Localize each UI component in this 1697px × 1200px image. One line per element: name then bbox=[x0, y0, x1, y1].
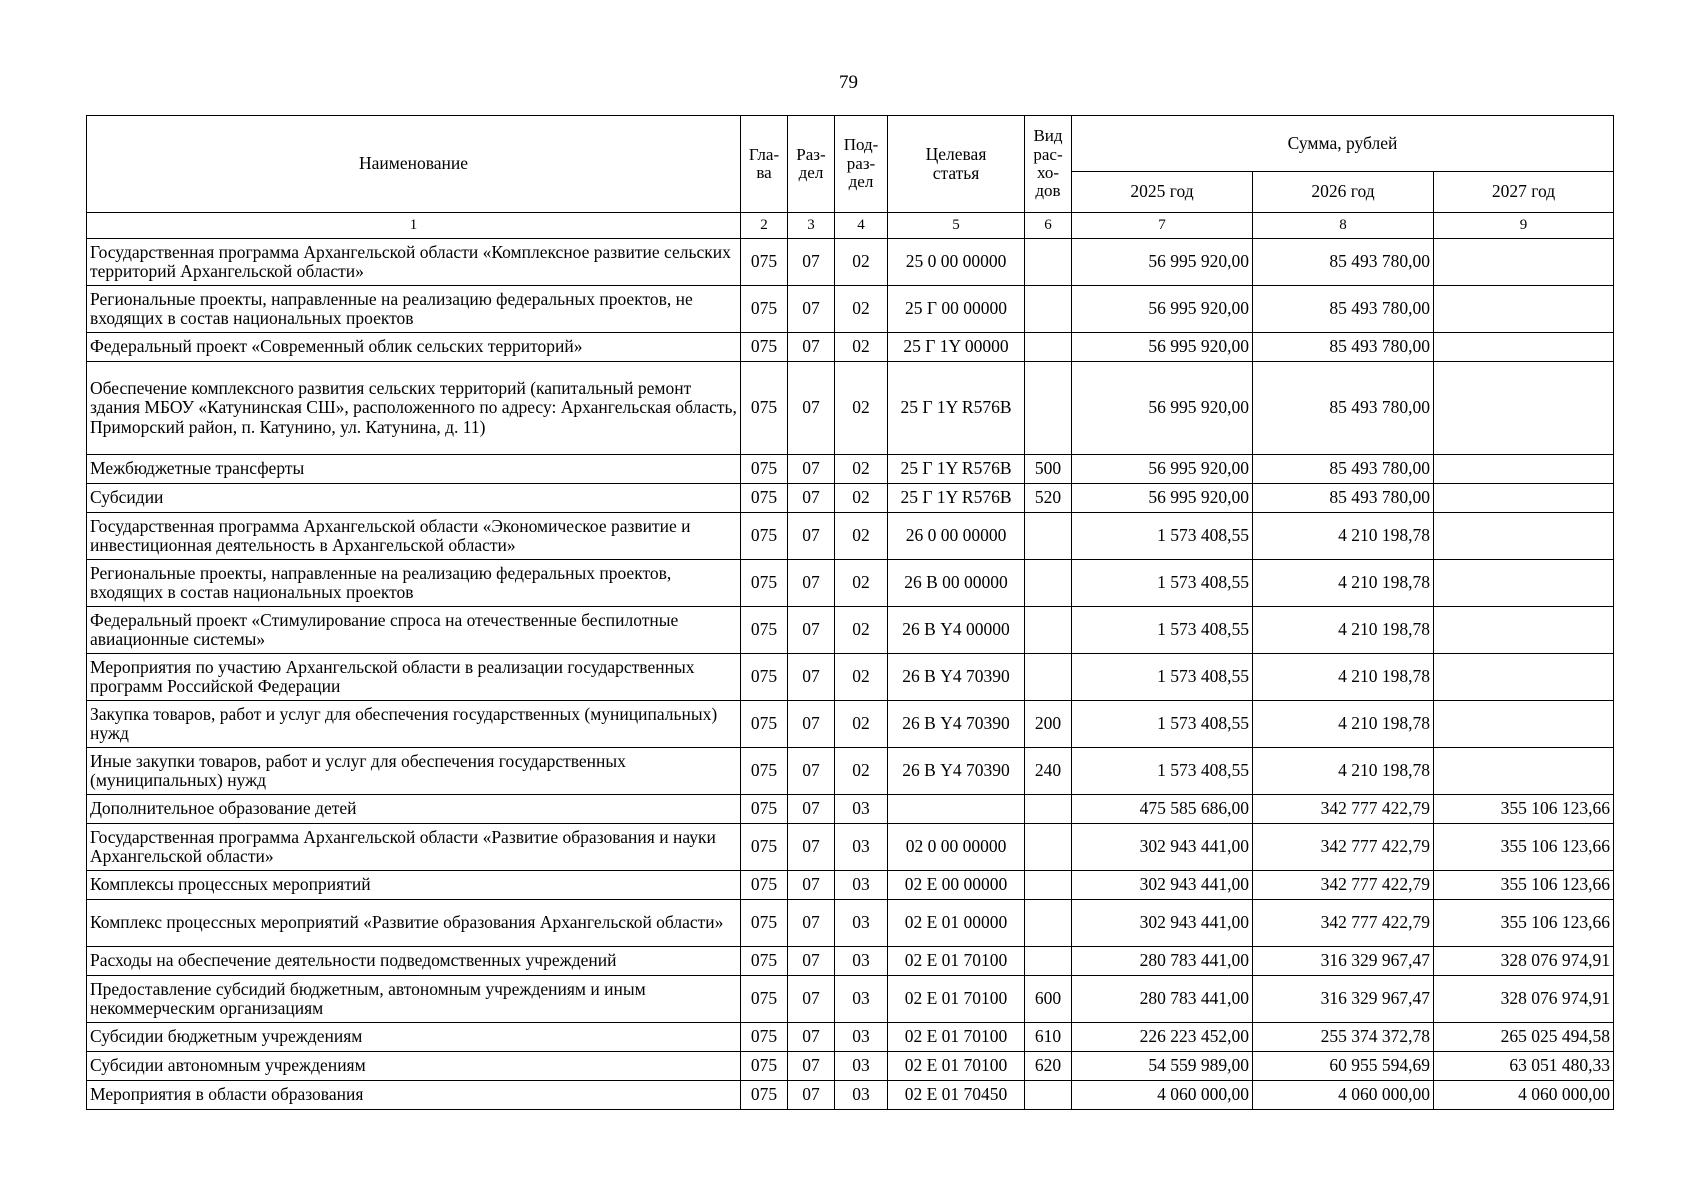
row-razdel: 07 bbox=[788, 871, 835, 900]
row-name: Федеральный проект «Современный облик сельских территорий» bbox=[87, 333, 741, 362]
row-vid-raskhodov bbox=[1025, 824, 1072, 871]
row-sum-2027: 328 076 974,91 bbox=[1434, 976, 1614, 1023]
row-podrazdel: 02 bbox=[835, 333, 888, 362]
row-podrazdel: 03 bbox=[835, 1081, 888, 1110]
row-podrazdel: 03 bbox=[835, 795, 888, 824]
row-glava: 075 bbox=[741, 795, 788, 824]
row-glava: 075 bbox=[741, 654, 788, 701]
row-sum-2025: 56 995 920,00 bbox=[1072, 239, 1253, 286]
row-sum-2025: 56 995 920,00 bbox=[1072, 333, 1253, 362]
row-sum-2025: 280 783 441,00 bbox=[1072, 947, 1253, 976]
column-number: 9 bbox=[1434, 213, 1614, 239]
row-sum-2026: 85 493 780,00 bbox=[1253, 286, 1434, 333]
row-glava: 075 bbox=[741, 871, 788, 900]
row-sum-2026: 85 493 780,00 bbox=[1253, 455, 1434, 484]
row-sum-2027: 355 106 123,66 bbox=[1434, 795, 1614, 824]
row-sum-2026: 4 210 198,78 bbox=[1253, 701, 1434, 748]
row-podrazdel: 02 bbox=[835, 701, 888, 748]
row-name: Предоставление субсидий бюджетным, автономным учреждениям и иным некоммерческим организациям bbox=[87, 976, 741, 1023]
row-celevaya-statya: 26 0 00 00000 bbox=[888, 513, 1025, 560]
table-row bbox=[87, 654, 1614, 701]
table-row bbox=[87, 286, 1614, 333]
row-sum-2026: 85 493 780,00 bbox=[1253, 484, 1434, 513]
column-number: 2 bbox=[741, 213, 788, 239]
row-glava: 075 bbox=[741, 239, 788, 286]
row-celevaya-statya bbox=[888, 795, 1025, 824]
row-name: Субсидии бюджетным учреждениям bbox=[87, 1023, 741, 1052]
row-glava: 075 bbox=[741, 701, 788, 748]
row-name: Региональные проекты, направленные на реализацию федеральных проектов, не входящих в состав национальных проектов bbox=[87, 286, 741, 333]
row-name: Федеральный проект «Стимулирование спроса на отечественные беспилотные авиационные системы» bbox=[87, 607, 741, 654]
row-podrazdel: 02 bbox=[835, 513, 888, 560]
table-row bbox=[87, 748, 1614, 795]
row-sum-2026: 342 777 422,79 bbox=[1253, 900, 1434, 947]
row-sum-2025: 226 223 452,00 bbox=[1072, 1023, 1253, 1052]
row-glava: 075 bbox=[741, 513, 788, 560]
row-sum-2027 bbox=[1434, 560, 1614, 607]
row-name: Закупка товаров, работ и услуг для обеспечения государственных (муниципальных) нужд bbox=[87, 701, 741, 748]
row-sum-2027 bbox=[1434, 484, 1614, 513]
row-glava: 075 bbox=[741, 900, 788, 947]
column-number: 3 bbox=[788, 213, 835, 239]
row-glava: 075 bbox=[741, 1052, 788, 1081]
table-row bbox=[87, 824, 1614, 871]
row-sum-2026: 85 493 780,00 bbox=[1253, 333, 1434, 362]
row-sum-2027 bbox=[1434, 455, 1614, 484]
column-number: 4 bbox=[835, 213, 888, 239]
row-celevaya-statya: 26 В 00 00000 bbox=[888, 560, 1025, 607]
table-row bbox=[87, 239, 1614, 286]
row-glava: 075 bbox=[741, 1023, 788, 1052]
row-podrazdel: 02 bbox=[835, 484, 888, 513]
row-celevaya-statya: 25 Г 00 00000 bbox=[888, 286, 1025, 333]
row-razdel: 07 bbox=[788, 239, 835, 286]
row-podrazdel: 03 bbox=[835, 824, 888, 871]
row-podrazdel: 02 bbox=[835, 560, 888, 607]
row-sum-2025: 1 573 408,55 bbox=[1072, 654, 1253, 701]
header-year-2026: 2026 год bbox=[1253, 172, 1434, 213]
column-number: 1 bbox=[87, 213, 741, 239]
row-vid-raskhodov: 620 bbox=[1025, 1052, 1072, 1081]
row-sum-2025: 1 573 408,55 bbox=[1072, 607, 1253, 654]
row-name: Комплекс процессных мероприятий «Развитие образования Архангельской области» bbox=[87, 900, 741, 947]
row-razdel: 07 bbox=[788, 513, 835, 560]
row-podrazdel: 03 bbox=[835, 947, 888, 976]
row-sum-2026: 316 329 967,47 bbox=[1253, 947, 1434, 976]
table-row bbox=[87, 900, 1614, 947]
row-celevaya-statya: 02 Е 01 70100 bbox=[888, 1052, 1025, 1081]
table-row bbox=[87, 362, 1614, 455]
row-razdel: 07 bbox=[788, 286, 835, 333]
row-sum-2027: 355 106 123,66 bbox=[1434, 824, 1614, 871]
row-razdel: 07 bbox=[788, 455, 835, 484]
row-sum-2026: 60 955 594,69 bbox=[1253, 1052, 1434, 1081]
row-name: Комплексы процессных мероприятий bbox=[87, 871, 741, 900]
column-number: 6 bbox=[1025, 213, 1072, 239]
row-podrazdel: 03 bbox=[835, 1052, 888, 1081]
row-podrazdel: 02 bbox=[835, 607, 888, 654]
table-row bbox=[87, 947, 1614, 976]
row-sum-2026: 4 210 198,78 bbox=[1253, 654, 1434, 701]
table-row bbox=[87, 795, 1614, 824]
row-glava: 075 bbox=[741, 976, 788, 1023]
row-razdel: 07 bbox=[788, 795, 835, 824]
row-sum-2027 bbox=[1434, 239, 1614, 286]
row-sum-2025: 302 943 441,00 bbox=[1072, 871, 1253, 900]
row-celevaya-statya: 02 Е 01 70100 bbox=[888, 1023, 1025, 1052]
row-name: Дополнительное образование детей bbox=[87, 795, 741, 824]
row-celevaya-statya: 25 0 00 00000 bbox=[888, 239, 1025, 286]
row-vid-raskhodov: 610 bbox=[1025, 1023, 1072, 1052]
row-vid-raskhodov bbox=[1025, 900, 1072, 947]
row-celevaya-statya: 25 Г 1Y R576B bbox=[888, 362, 1025, 455]
row-razdel: 07 bbox=[788, 1081, 835, 1110]
row-razdel: 07 bbox=[788, 1052, 835, 1081]
row-vid-raskhodov: 200 bbox=[1025, 701, 1072, 748]
row-razdel: 07 bbox=[788, 333, 835, 362]
row-sum-2025: 56 995 920,00 bbox=[1072, 484, 1253, 513]
row-sum-2027: 265 025 494,58 bbox=[1434, 1023, 1614, 1052]
row-razdel: 07 bbox=[788, 484, 835, 513]
row-sum-2026: 85 493 780,00 bbox=[1253, 239, 1434, 286]
row-vid-raskhodov bbox=[1025, 795, 1072, 824]
header-podrazdel: Под- раз- дел bbox=[835, 116, 888, 213]
row-podrazdel: 02 bbox=[835, 362, 888, 455]
row-vid-raskhodov bbox=[1025, 513, 1072, 560]
row-name: Расходы на обеспечение деятельности подведомственных учреждений bbox=[87, 947, 741, 976]
row-razdel: 07 bbox=[788, 947, 835, 976]
row-glava: 075 bbox=[741, 455, 788, 484]
row-name: Региональные проекты, направленные на реализацию федеральных проектов, входящих в состав национальных проектов bbox=[87, 560, 741, 607]
row-sum-2025: 302 943 441,00 bbox=[1072, 900, 1253, 947]
table-row bbox=[87, 871, 1614, 900]
row-sum-2026: 4 210 198,78 bbox=[1253, 748, 1434, 795]
row-sum-2025: 280 783 441,00 bbox=[1072, 976, 1253, 1023]
row-vid-raskhodov bbox=[1025, 654, 1072, 701]
row-sum-2025: 1 573 408,55 bbox=[1072, 513, 1253, 560]
row-celevaya-statya: 26 В Y4 70390 bbox=[888, 654, 1025, 701]
header-summa: Сумма, рублей bbox=[1072, 116, 1614, 172]
row-glava: 075 bbox=[741, 947, 788, 976]
row-name: Мероприятия по участию Архангельской области в реализации государственных программ Российской Федерации bbox=[87, 654, 741, 701]
row-podrazdel: 02 bbox=[835, 239, 888, 286]
row-celevaya-statya: 02 Е 01 70450 bbox=[888, 1081, 1025, 1110]
row-razdel: 07 bbox=[788, 560, 835, 607]
table-row bbox=[87, 1023, 1614, 1052]
row-vid-raskhodov bbox=[1025, 362, 1072, 455]
row-glava: 075 bbox=[741, 560, 788, 607]
row-glava: 075 bbox=[741, 484, 788, 513]
row-razdel: 07 bbox=[788, 607, 835, 654]
row-razdel: 07 bbox=[788, 824, 835, 871]
row-sum-2027 bbox=[1434, 333, 1614, 362]
row-sum-2026: 342 777 422,79 bbox=[1253, 795, 1434, 824]
row-sum-2025: 54 559 989,00 bbox=[1072, 1052, 1253, 1081]
row-name: Иные закупки товаров, работ и услуг для обеспечения государственных (муниципальных) нужд bbox=[87, 748, 741, 795]
row-glava: 075 bbox=[741, 824, 788, 871]
row-vid-raskhodov bbox=[1025, 286, 1072, 333]
row-glava: 075 bbox=[741, 286, 788, 333]
row-vid-raskhodov bbox=[1025, 607, 1072, 654]
row-vid-raskhodov: 500 bbox=[1025, 455, 1072, 484]
row-sum-2027: 63 051 480,33 bbox=[1434, 1052, 1614, 1081]
row-sum-2027 bbox=[1434, 286, 1614, 333]
row-razdel: 07 bbox=[788, 362, 835, 455]
row-vid-raskhodov bbox=[1025, 947, 1072, 976]
header-year-2027: 2027 год bbox=[1434, 172, 1614, 213]
table-row bbox=[87, 976, 1614, 1023]
column-number: 7 bbox=[1072, 213, 1253, 239]
row-podrazdel: 02 bbox=[835, 286, 888, 333]
row-name: Обеспечение комплексного развития сельских территорий (капитальный ремонт здания МБОУ «Катунинская СШ», расположенного по адресу: Архангельская область, Приморский район, п. Катунино, ул. Катунина, д. 11) bbox=[87, 362, 741, 455]
row-celevaya-statya: 02 Е 01 70100 bbox=[888, 976, 1025, 1023]
row-razdel: 07 bbox=[788, 701, 835, 748]
row-podrazdel: 03 bbox=[835, 1023, 888, 1052]
row-vid-raskhodov: 520 bbox=[1025, 484, 1072, 513]
row-sum-2027: 4 060 000,00 bbox=[1434, 1081, 1614, 1110]
table-row bbox=[87, 513, 1614, 560]
row-celevaya-statya: 25 Г 1Y R576B bbox=[888, 484, 1025, 513]
row-glava: 075 bbox=[741, 607, 788, 654]
row-sum-2027 bbox=[1434, 748, 1614, 795]
row-sum-2027: 355 106 123,66 bbox=[1434, 900, 1614, 947]
budget-table bbox=[86, 115, 1614, 1110]
table-row bbox=[87, 333, 1614, 362]
row-vid-raskhodov: 240 bbox=[1025, 748, 1072, 795]
row-podrazdel: 03 bbox=[835, 900, 888, 947]
table-row bbox=[87, 1052, 1614, 1081]
table-row bbox=[87, 607, 1614, 654]
row-sum-2026: 4 060 000,00 bbox=[1253, 1081, 1434, 1110]
row-podrazdel: 03 bbox=[835, 871, 888, 900]
row-vid-raskhodov: 600 bbox=[1025, 976, 1072, 1023]
row-name: Государственная программа Архангельской области «Комплексное развитие сельских территорий Архангельской области» bbox=[87, 239, 741, 286]
row-razdel: 07 bbox=[788, 654, 835, 701]
row-podrazdel: 03 bbox=[835, 976, 888, 1023]
row-sum-2026: 342 777 422,79 bbox=[1253, 871, 1434, 900]
header-vid-raskhodov: Вид рас- хо- дов bbox=[1025, 116, 1072, 213]
row-sum-2026: 4 210 198,78 bbox=[1253, 607, 1434, 654]
row-celevaya-statya: 26 В Y4 70390 bbox=[888, 701, 1025, 748]
row-sum-2025: 302 943 441,00 bbox=[1072, 824, 1253, 871]
header-razdel: Раз- дел bbox=[788, 116, 835, 213]
row-celevaya-statya: 02 Е 01 70100 bbox=[888, 947, 1025, 976]
page-number: 79 bbox=[839, 72, 858, 93]
row-vid-raskhodov bbox=[1025, 1081, 1072, 1110]
row-sum-2027 bbox=[1434, 513, 1614, 560]
row-sum-2026: 4 210 198,78 bbox=[1253, 560, 1434, 607]
table-row bbox=[87, 701, 1614, 748]
row-name: Государственная программа Архангельской области «Экономическое развитие и инвестиционная деятельность в Архангельской области» bbox=[87, 513, 741, 560]
table-row bbox=[87, 484, 1614, 513]
row-podrazdel: 02 bbox=[835, 654, 888, 701]
row-sum-2027: 355 106 123,66 bbox=[1434, 871, 1614, 900]
row-glava: 075 bbox=[741, 333, 788, 362]
row-vid-raskhodov bbox=[1025, 560, 1072, 607]
row-vid-raskhodov bbox=[1025, 239, 1072, 286]
row-sum-2025: 4 060 000,00 bbox=[1072, 1081, 1253, 1110]
row-glava: 075 bbox=[741, 1081, 788, 1110]
row-sum-2027 bbox=[1434, 654, 1614, 701]
table-row bbox=[87, 455, 1614, 484]
row-sum-2026: 85 493 780,00 bbox=[1253, 362, 1434, 455]
row-glava: 075 bbox=[741, 748, 788, 795]
row-sum-2026: 255 374 372,78 bbox=[1253, 1023, 1434, 1052]
row-vid-raskhodov bbox=[1025, 871, 1072, 900]
header-celevaya-statya: Целевая статья bbox=[888, 116, 1025, 213]
row-sum-2025: 1 573 408,55 bbox=[1072, 701, 1253, 748]
row-sum-2025: 475 585 686,00 bbox=[1072, 795, 1253, 824]
row-sum-2025: 56 995 920,00 bbox=[1072, 455, 1253, 484]
row-sum-2025: 56 995 920,00 bbox=[1072, 286, 1253, 333]
column-number-row bbox=[87, 213, 1614, 239]
row-celevaya-statya: 25 Г 1Y R576B bbox=[888, 455, 1025, 484]
row-sum-2025: 1 573 408,55 bbox=[1072, 748, 1253, 795]
row-name: Мероприятия в области образования bbox=[87, 1081, 741, 1110]
row-glava: 075 bbox=[741, 362, 788, 455]
table-row bbox=[87, 560, 1614, 607]
row-sum-2025: 56 995 920,00 bbox=[1072, 362, 1253, 455]
column-number: 8 bbox=[1253, 213, 1434, 239]
row-sum-2026: 4 210 198,78 bbox=[1253, 513, 1434, 560]
row-razdel: 07 bbox=[788, 976, 835, 1023]
row-celevaya-statya: 02 Е 00 00000 bbox=[888, 871, 1025, 900]
row-podrazdel: 02 bbox=[835, 455, 888, 484]
row-name: Государственная программа Архангельской области «Развитие образования и науки Архангельской области» bbox=[87, 824, 741, 871]
row-celevaya-statya: 02 0 00 00000 bbox=[888, 824, 1025, 871]
row-sum-2026: 316 329 967,47 bbox=[1253, 976, 1434, 1023]
row-sum-2027 bbox=[1434, 362, 1614, 455]
header-name: Наименование bbox=[87, 116, 741, 213]
row-razdel: 07 bbox=[788, 1023, 835, 1052]
column-number: 5 bbox=[888, 213, 1025, 239]
table-row bbox=[87, 1081, 1614, 1110]
row-sum-2027 bbox=[1434, 701, 1614, 748]
row-podrazdel: 02 bbox=[835, 748, 888, 795]
row-celevaya-statya: 26 В Y4 00000 bbox=[888, 607, 1025, 654]
row-sum-2025: 1 573 408,55 bbox=[1072, 560, 1253, 607]
header-glava: Гла- ва bbox=[741, 116, 788, 213]
row-name: Субсидии bbox=[87, 484, 741, 513]
row-razdel: 07 bbox=[788, 900, 835, 947]
header-year-2025: 2025 год bbox=[1072, 172, 1253, 213]
row-razdel: 07 bbox=[788, 748, 835, 795]
row-sum-2026: 342 777 422,79 bbox=[1253, 824, 1434, 871]
row-vid-raskhodov bbox=[1025, 333, 1072, 362]
row-sum-2027: 328 076 974,91 bbox=[1434, 947, 1614, 976]
row-celevaya-statya: 25 Г 1Y 00000 bbox=[888, 333, 1025, 362]
row-celevaya-statya: 26 В Y4 70390 bbox=[888, 748, 1025, 795]
row-sum-2027 bbox=[1434, 607, 1614, 654]
row-name: Межбюджетные трансферты bbox=[87, 455, 741, 484]
row-celevaya-statya: 02 Е 01 00000 bbox=[888, 900, 1025, 947]
row-name: Субсидии автономным учреждениям bbox=[87, 1052, 741, 1081]
